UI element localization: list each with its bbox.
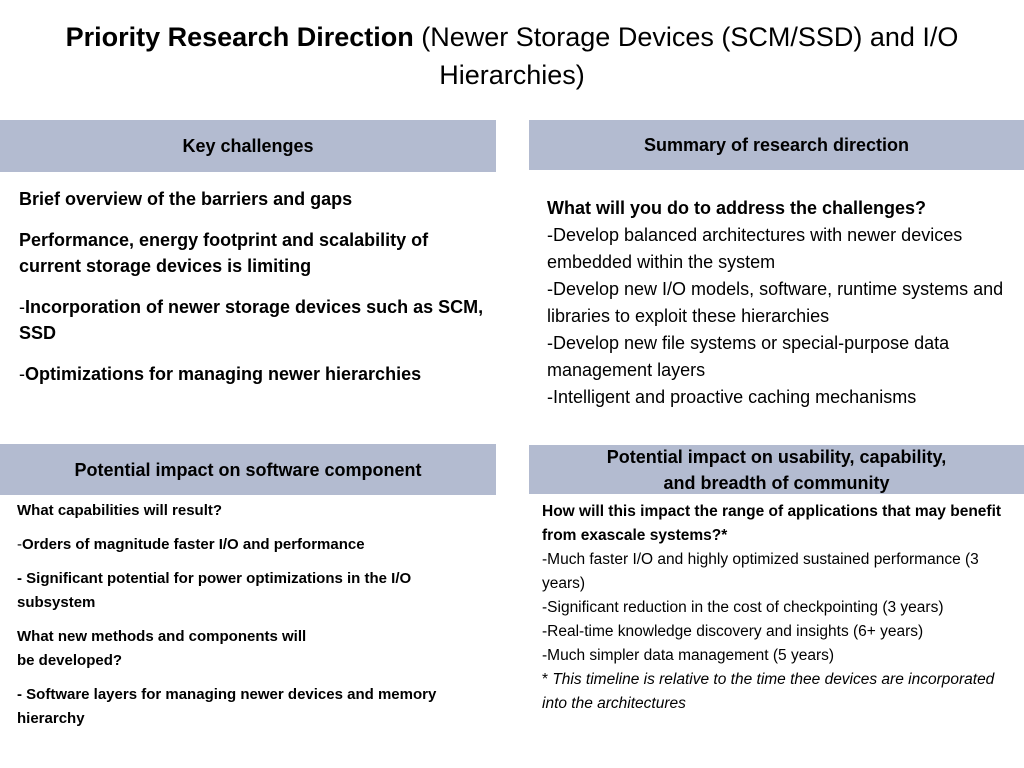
dash: - [19, 364, 25, 384]
software-impact-a3: - Software layers for managing newer devices and memory hierarchy [17, 686, 437, 727]
community-impact-item-1: -Much faster I/O and highly optimized sustained performance (3 years) [542, 551, 979, 592]
community-impact-header-line-1: Potential impact on usability, capability, [606, 446, 947, 467]
software-impact-a1-text: Orders of magnitude faster I/O and performance [22, 536, 365, 553]
community-impact-header [529, 445, 1024, 494]
key-challenges-item-3-text: Optimizations for managing newer hierarchies [25, 364, 422, 384]
key-challenges-item-3 [19, 361, 489, 387]
summary-item-2: -Develop new I/O models, software, runtime systems and libraries to exploit these hierarchies [547, 279, 1004, 326]
software-impact-a1 [17, 533, 487, 557]
summary-question: What will you do to address the challenges? [547, 198, 927, 218]
slide-title-rest: (Newer Storage Devices (SCM/SSD) and I/O Hierarchies) [413, 22, 959, 90]
software-impact-a2: - Significant potential for power optimizations in the I/O subsystem [17, 570, 412, 611]
community-impact-header-line-2: and breadth of community [663, 472, 890, 493]
key-challenges-item-1: Performance, energy footprint and scalability of current storage devices is limiting [19, 230, 429, 276]
community-impact-question: How will this impact the range of applications that may benefit from exascale systems?* [542, 503, 1002, 544]
community-impact-item-2: -Significant reduction in the cost of checkpointing (3 years) [542, 599, 944, 616]
slide-title-bold: Priority Research Direction [65, 22, 414, 52]
key-challenges-panel [19, 186, 489, 402]
note-star: * [542, 671, 553, 688]
community-impact-item-4: -Much simpler data management (5 years) [542, 647, 835, 664]
summary-header [529, 120, 1024, 170]
software-impact-q2-line-2: be developed? [17, 652, 123, 669]
software-impact-q2-line-1: What new methods and components will [17, 628, 307, 645]
summary-item-1: -Develop balanced architectures with newer devices embedded within the system [547, 225, 963, 272]
software-impact-q2 [17, 625, 487, 673]
software-impact-header [0, 444, 496, 495]
summary-panel [547, 195, 1017, 411]
summary-header-label: Summary of research direction [643, 135, 910, 155]
community-impact-item-3: -Real-time knowledge discovery and insights (6+ years) [542, 623, 924, 640]
dash: - [17, 536, 22, 553]
dash: - [19, 297, 25, 317]
key-challenges-item-2 [19, 294, 489, 346]
key-challenges-header-label: Key challenges [182, 136, 314, 156]
key-challenges-heading: Brief overview of the barriers and gaps [19, 189, 353, 209]
summary-item-3: -Develop new file systems or special-purpose data management layers [547, 333, 950, 380]
slide-title [20, 18, 1004, 94]
software-impact-header-label: Potential impact on software component [74, 459, 422, 480]
community-impact-note-text: This timeline is relative to the time thee devices are incorporated into the architectures [542, 671, 995, 712]
software-impact-panel [17, 499, 487, 741]
software-impact-q1: What capabilities will result? [17, 502, 223, 519]
key-challenges-item-2-text: Incorporation of newer storage devices such as SCM, SSD [19, 297, 484, 343]
key-challenges-header [0, 120, 496, 172]
community-impact-note [542, 668, 1012, 716]
community-impact-panel [542, 500, 1012, 716]
summary-item-4: -Intelligent and proactive caching mechanisms [547, 387, 917, 407]
